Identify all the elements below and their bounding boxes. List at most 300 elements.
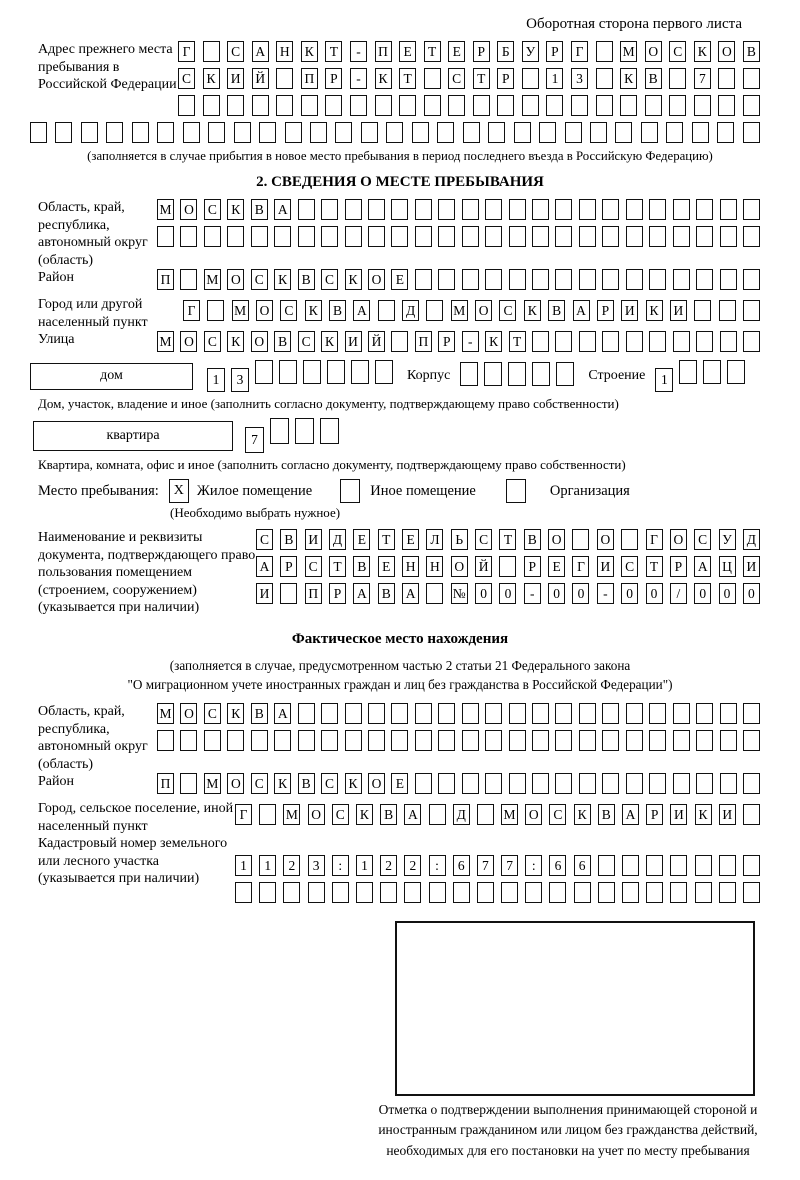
char-box[interactable] <box>532 703 549 724</box>
char-box[interactable] <box>602 269 619 290</box>
char-box[interactable] <box>303 360 321 384</box>
char-box[interactable]: И <box>621 300 638 321</box>
char-box[interactable] <box>386 122 403 143</box>
char-box[interactable]: М <box>620 41 637 62</box>
char-box[interactable]: О <box>645 41 662 62</box>
char-box[interactable]: К <box>203 68 220 89</box>
char-box[interactable]: Т <box>499 529 516 550</box>
char-box[interactable]: Г <box>646 529 663 550</box>
char-box[interactable] <box>649 331 666 352</box>
char-box[interactable]: Д <box>453 804 470 825</box>
char-box[interactable] <box>555 331 572 352</box>
char-box[interactable]: - <box>350 68 367 89</box>
char-box[interactable]: К <box>620 68 637 89</box>
char-box[interactable] <box>703 360 721 384</box>
char-box[interactable]: С <box>499 300 516 321</box>
char-box[interactable]: О <box>180 199 197 220</box>
char-box[interactable] <box>335 122 352 143</box>
char-box[interactable] <box>157 122 174 143</box>
char-box[interactable]: Н <box>426 556 443 577</box>
char-box[interactable]: К <box>227 703 244 724</box>
char-box[interactable] <box>579 226 596 247</box>
char-box[interactable]: С <box>204 199 221 220</box>
char-box[interactable]: Й <box>368 331 385 352</box>
char-box[interactable] <box>391 331 408 352</box>
char-box[interactable] <box>251 730 268 751</box>
char-box[interactable] <box>298 199 315 220</box>
char-box[interactable] <box>283 882 300 903</box>
char-box[interactable]: 7 <box>245 427 264 453</box>
char-box[interactable]: О <box>597 529 614 550</box>
char-box[interactable]: М <box>204 269 221 290</box>
char-box[interactable] <box>295 418 314 444</box>
char-box[interactable] <box>204 730 221 751</box>
char-box[interactable] <box>204 226 221 247</box>
char-box[interactable] <box>555 199 572 220</box>
char-box[interactable]: И <box>345 331 362 352</box>
char-box[interactable] <box>717 122 734 143</box>
char-box[interactable]: Н <box>276 41 293 62</box>
char-box[interactable]: М <box>157 199 174 220</box>
char-box[interactable] <box>509 730 526 751</box>
char-box[interactable]: 0 <box>572 583 589 604</box>
char-box[interactable] <box>227 226 244 247</box>
char-box[interactable]: 2 <box>283 855 300 876</box>
char-box[interactable]: К <box>356 804 373 825</box>
char-box[interactable] <box>626 226 643 247</box>
char-box[interactable]: С <box>321 773 338 794</box>
char-box[interactable]: Н <box>402 556 419 577</box>
char-box[interactable] <box>298 226 315 247</box>
char-box[interactable] <box>579 331 596 352</box>
char-box[interactable] <box>626 269 643 290</box>
char-box[interactable]: С <box>204 331 221 352</box>
char-box[interactable] <box>626 730 643 751</box>
char-box[interactable]: Е <box>448 41 465 62</box>
char-box[interactable]: О <box>308 804 325 825</box>
char-box[interactable] <box>590 122 607 143</box>
char-box[interactable]: А <box>573 300 590 321</box>
char-box[interactable] <box>274 730 291 751</box>
char-box[interactable]: К <box>485 331 502 352</box>
char-box[interactable] <box>412 122 429 143</box>
char-box[interactable]: Г <box>235 804 252 825</box>
char-box[interactable] <box>532 730 549 751</box>
char-box[interactable]: В <box>329 300 346 321</box>
char-box[interactable]: А <box>252 41 269 62</box>
char-box[interactable] <box>696 226 713 247</box>
char-box[interactable]: М <box>204 773 221 794</box>
char-box[interactable] <box>673 269 690 290</box>
char-box[interactable] <box>743 122 760 143</box>
char-box[interactable] <box>720 773 737 794</box>
char-box[interactable] <box>555 703 572 724</box>
char-box[interactable]: П <box>375 41 392 62</box>
char-box[interactable] <box>276 68 293 89</box>
char-box[interactable]: 0 <box>621 583 638 604</box>
char-box[interactable] <box>532 199 549 220</box>
checkbox-organization[interactable] <box>506 479 526 503</box>
char-box[interactable]: О <box>227 773 244 794</box>
char-box[interactable]: С <box>280 300 297 321</box>
char-box[interactable]: С <box>448 68 465 89</box>
char-box[interactable] <box>463 122 480 143</box>
char-box[interactable] <box>602 773 619 794</box>
char-box[interactable] <box>345 703 362 724</box>
char-box[interactable] <box>743 300 760 321</box>
char-box[interactable]: Т <box>473 68 490 89</box>
char-box[interactable]: Л <box>426 529 443 550</box>
char-box[interactable]: У <box>719 529 736 550</box>
char-box[interactable]: П <box>415 331 432 352</box>
char-box[interactable]: Г <box>183 300 200 321</box>
char-box[interactable]: С <box>227 41 244 62</box>
char-box[interactable] <box>743 730 760 751</box>
char-box[interactable] <box>673 703 690 724</box>
char-box[interactable]: О <box>227 269 244 290</box>
char-box[interactable] <box>621 529 638 550</box>
char-box[interactable] <box>485 703 502 724</box>
char-box[interactable] <box>743 855 760 876</box>
char-box[interactable]: О <box>368 773 385 794</box>
char-box[interactable] <box>509 703 526 724</box>
char-box[interactable]: О <box>475 300 492 321</box>
char-box[interactable] <box>415 199 432 220</box>
char-box[interactable] <box>673 773 690 794</box>
char-box[interactable]: М <box>157 703 174 724</box>
char-box[interactable]: А <box>274 703 291 724</box>
char-box[interactable]: П <box>157 773 174 794</box>
char-box[interactable]: А <box>353 300 370 321</box>
char-box[interactable]: 0 <box>475 583 492 604</box>
char-box[interactable] <box>598 882 615 903</box>
char-box[interactable]: : <box>332 855 349 876</box>
char-box[interactable]: - <box>524 583 541 604</box>
char-box[interactable] <box>356 882 373 903</box>
char-box[interactable] <box>649 226 666 247</box>
char-box[interactable]: Д <box>329 529 346 550</box>
char-box[interactable] <box>424 68 441 89</box>
char-box[interactable] <box>157 730 174 751</box>
char-box[interactable] <box>572 529 589 550</box>
char-box[interactable] <box>626 199 643 220</box>
char-box[interactable] <box>437 122 454 143</box>
char-box[interactable] <box>743 331 760 352</box>
char-box[interactable] <box>615 122 632 143</box>
char-box[interactable]: 1 <box>655 368 673 392</box>
char-box[interactable] <box>695 882 712 903</box>
char-box[interactable] <box>499 556 516 577</box>
char-box[interactable] <box>673 730 690 751</box>
char-box[interactable] <box>602 199 619 220</box>
char-box[interactable] <box>274 226 291 247</box>
char-box[interactable]: М <box>283 804 300 825</box>
char-box[interactable]: 3 <box>231 368 249 392</box>
char-box[interactable]: С <box>332 804 349 825</box>
char-box[interactable]: 0 <box>743 583 760 604</box>
char-box[interactable] <box>579 199 596 220</box>
char-box[interactable]: 2 <box>380 855 397 876</box>
char-box[interactable]: К <box>274 773 291 794</box>
char-box[interactable]: О <box>718 41 735 62</box>
char-box[interactable] <box>375 95 392 116</box>
char-box[interactable] <box>646 882 663 903</box>
char-box[interactable] <box>673 199 690 220</box>
char-box[interactable]: 2 <box>404 855 421 876</box>
char-box[interactable] <box>743 703 760 724</box>
char-box[interactable]: П <box>157 269 174 290</box>
char-box[interactable] <box>485 269 502 290</box>
char-box[interactable]: Т <box>325 41 342 62</box>
char-box[interactable]: 0 <box>694 583 711 604</box>
char-box[interactable] <box>485 773 502 794</box>
char-box[interactable] <box>180 269 197 290</box>
char-box[interactable] <box>280 583 297 604</box>
char-box[interactable] <box>368 226 385 247</box>
char-box[interactable] <box>462 226 479 247</box>
char-box[interactable]: 0 <box>646 583 663 604</box>
char-box[interactable] <box>270 418 289 444</box>
char-box[interactable]: 0 <box>548 583 565 604</box>
char-box[interactable] <box>285 122 302 143</box>
char-box[interactable]: Е <box>391 773 408 794</box>
char-box[interactable] <box>602 226 619 247</box>
char-box[interactable]: К <box>694 41 711 62</box>
char-box[interactable]: С <box>694 529 711 550</box>
char-box[interactable]: И <box>670 300 687 321</box>
char-box[interactable]: И <box>305 529 322 550</box>
char-box[interactable] <box>620 95 637 116</box>
char-box[interactable]: С <box>251 773 268 794</box>
char-box[interactable] <box>579 730 596 751</box>
char-box[interactable]: 3 <box>308 855 325 876</box>
char-box[interactable] <box>720 730 737 751</box>
char-box[interactable] <box>719 300 736 321</box>
char-box[interactable] <box>565 122 582 143</box>
char-box[interactable] <box>555 773 572 794</box>
char-box[interactable] <box>477 804 494 825</box>
char-box[interactable] <box>180 226 197 247</box>
char-box[interactable]: Е <box>399 41 416 62</box>
char-box[interactable] <box>646 855 663 876</box>
char-box[interactable] <box>391 226 408 247</box>
char-box[interactable] <box>622 882 639 903</box>
char-box[interactable] <box>694 300 711 321</box>
char-box[interactable] <box>462 730 479 751</box>
char-box[interactable] <box>720 269 737 290</box>
char-box[interactable]: Т <box>646 556 663 577</box>
char-box[interactable] <box>532 226 549 247</box>
char-box[interactable] <box>696 703 713 724</box>
char-box[interactable] <box>259 882 276 903</box>
char-box[interactable] <box>325 95 342 116</box>
char-box[interactable] <box>235 882 252 903</box>
char-box[interactable] <box>462 773 479 794</box>
char-box[interactable] <box>719 882 736 903</box>
char-box[interactable] <box>259 804 276 825</box>
char-box[interactable] <box>380 882 397 903</box>
apartment-field-label-box[interactable]: квартира <box>33 421 233 451</box>
char-box[interactable] <box>298 730 315 751</box>
char-box[interactable] <box>399 95 416 116</box>
char-box[interactable] <box>696 199 713 220</box>
checkbox-residential[interactable]: X <box>169 479 189 503</box>
char-box[interactable] <box>695 855 712 876</box>
char-box[interactable] <box>743 882 760 903</box>
char-box[interactable] <box>485 226 502 247</box>
char-box[interactable]: В <box>280 529 297 550</box>
char-box[interactable] <box>508 362 526 386</box>
char-box[interactable] <box>55 122 72 143</box>
char-box[interactable] <box>718 68 735 89</box>
char-box[interactable] <box>532 362 550 386</box>
char-box[interactable]: № <box>451 583 468 604</box>
char-box[interactable] <box>415 269 432 290</box>
char-box[interactable]: Р <box>438 331 455 352</box>
char-box[interactable] <box>227 95 244 116</box>
char-box[interactable]: В <box>524 529 541 550</box>
char-box[interactable] <box>596 68 613 89</box>
char-box[interactable] <box>743 269 760 290</box>
char-box[interactable] <box>696 331 713 352</box>
char-box[interactable]: Е <box>402 529 419 550</box>
char-box[interactable]: 7 <box>477 855 494 876</box>
char-box[interactable]: Г <box>571 41 588 62</box>
char-box[interactable] <box>473 95 490 116</box>
house-field-label-box[interactable]: дом <box>30 363 193 390</box>
char-box[interactable]: В <box>380 804 397 825</box>
char-box[interactable]: К <box>301 41 318 62</box>
char-box[interactable] <box>332 882 349 903</box>
char-box[interactable] <box>532 269 549 290</box>
char-box[interactable]: О <box>548 529 565 550</box>
char-box[interactable] <box>522 68 539 89</box>
char-box[interactable]: Г <box>178 41 195 62</box>
char-box[interactable] <box>321 199 338 220</box>
char-box[interactable] <box>375 360 393 384</box>
char-box[interactable]: К <box>695 804 712 825</box>
char-box[interactable]: 0 <box>719 583 736 604</box>
char-box[interactable] <box>673 331 690 352</box>
char-box[interactable] <box>462 199 479 220</box>
char-box[interactable]: К <box>574 804 591 825</box>
char-box[interactable]: О <box>180 331 197 352</box>
char-box[interactable] <box>555 226 572 247</box>
char-box[interactable]: В <box>743 41 760 62</box>
char-box[interactable] <box>208 122 225 143</box>
char-box[interactable]: Т <box>509 331 526 352</box>
char-box[interactable]: С <box>204 703 221 724</box>
char-box[interactable] <box>106 122 123 143</box>
char-box[interactable]: Е <box>548 556 565 577</box>
char-box[interactable] <box>602 703 619 724</box>
char-box[interactable] <box>178 95 195 116</box>
char-box[interactable]: Р <box>280 556 297 577</box>
char-box[interactable] <box>180 730 197 751</box>
char-box[interactable]: А <box>622 804 639 825</box>
char-box[interactable]: О <box>368 269 385 290</box>
char-box[interactable] <box>555 730 572 751</box>
char-box[interactable] <box>579 773 596 794</box>
char-box[interactable]: 7 <box>501 855 518 876</box>
char-box[interactable] <box>602 730 619 751</box>
char-box[interactable]: В <box>645 68 662 89</box>
char-box[interactable]: Т <box>399 68 416 89</box>
char-box[interactable] <box>368 730 385 751</box>
char-box[interactable]: С <box>321 269 338 290</box>
char-box[interactable] <box>259 122 276 143</box>
char-box[interactable] <box>345 730 362 751</box>
char-box[interactable] <box>252 95 269 116</box>
char-box[interactable] <box>501 882 518 903</box>
char-box[interactable] <box>310 122 327 143</box>
char-box[interactable] <box>649 269 666 290</box>
char-box[interactable]: 1 <box>207 368 225 392</box>
char-box[interactable]: К <box>274 269 291 290</box>
char-box[interactable]: О <box>525 804 542 825</box>
char-box[interactable]: Т <box>424 41 441 62</box>
char-box[interactable]: Е <box>353 529 370 550</box>
char-box[interactable] <box>345 199 362 220</box>
char-box[interactable] <box>327 360 345 384</box>
char-box[interactable]: С <box>549 804 566 825</box>
char-box[interactable] <box>670 882 687 903</box>
char-box[interactable]: Р <box>524 556 541 577</box>
char-box[interactable] <box>453 882 470 903</box>
char-box[interactable]: С <box>256 529 273 550</box>
char-box[interactable]: О <box>251 331 268 352</box>
char-box[interactable]: А <box>402 583 419 604</box>
char-box[interactable] <box>203 95 220 116</box>
char-box[interactable] <box>438 199 455 220</box>
char-box[interactable] <box>391 199 408 220</box>
char-box[interactable] <box>203 41 220 62</box>
char-box[interactable] <box>571 95 588 116</box>
char-box[interactable]: В <box>598 804 615 825</box>
char-box[interactable] <box>626 331 643 352</box>
char-box[interactable] <box>30 122 47 143</box>
char-box[interactable]: / <box>670 583 687 604</box>
char-box[interactable] <box>719 855 736 876</box>
char-box[interactable]: С <box>298 331 315 352</box>
char-box[interactable] <box>666 122 683 143</box>
char-box[interactable]: С <box>669 41 686 62</box>
char-box[interactable]: К <box>345 269 362 290</box>
char-box[interactable] <box>426 583 443 604</box>
char-box[interactable]: С <box>475 529 492 550</box>
char-box[interactable] <box>649 730 666 751</box>
char-box[interactable]: Ц <box>719 556 736 577</box>
char-box[interactable] <box>696 269 713 290</box>
char-box[interactable] <box>556 362 574 386</box>
char-box[interactable] <box>720 331 737 352</box>
char-box[interactable] <box>598 855 615 876</box>
char-box[interactable] <box>361 122 378 143</box>
char-box[interactable] <box>462 703 479 724</box>
char-box[interactable]: Е <box>391 269 408 290</box>
char-box[interactable] <box>320 418 339 444</box>
char-box[interactable]: : <box>429 855 446 876</box>
char-box[interactable]: - <box>462 331 479 352</box>
char-box[interactable] <box>743 804 760 825</box>
char-box[interactable] <box>692 122 709 143</box>
char-box[interactable]: А <box>404 804 421 825</box>
char-box[interactable]: О <box>256 300 273 321</box>
char-box[interactable] <box>207 300 224 321</box>
char-box[interactable]: Ь <box>451 529 468 550</box>
char-box[interactable]: Р <box>670 556 687 577</box>
char-box[interactable]: О <box>670 529 687 550</box>
